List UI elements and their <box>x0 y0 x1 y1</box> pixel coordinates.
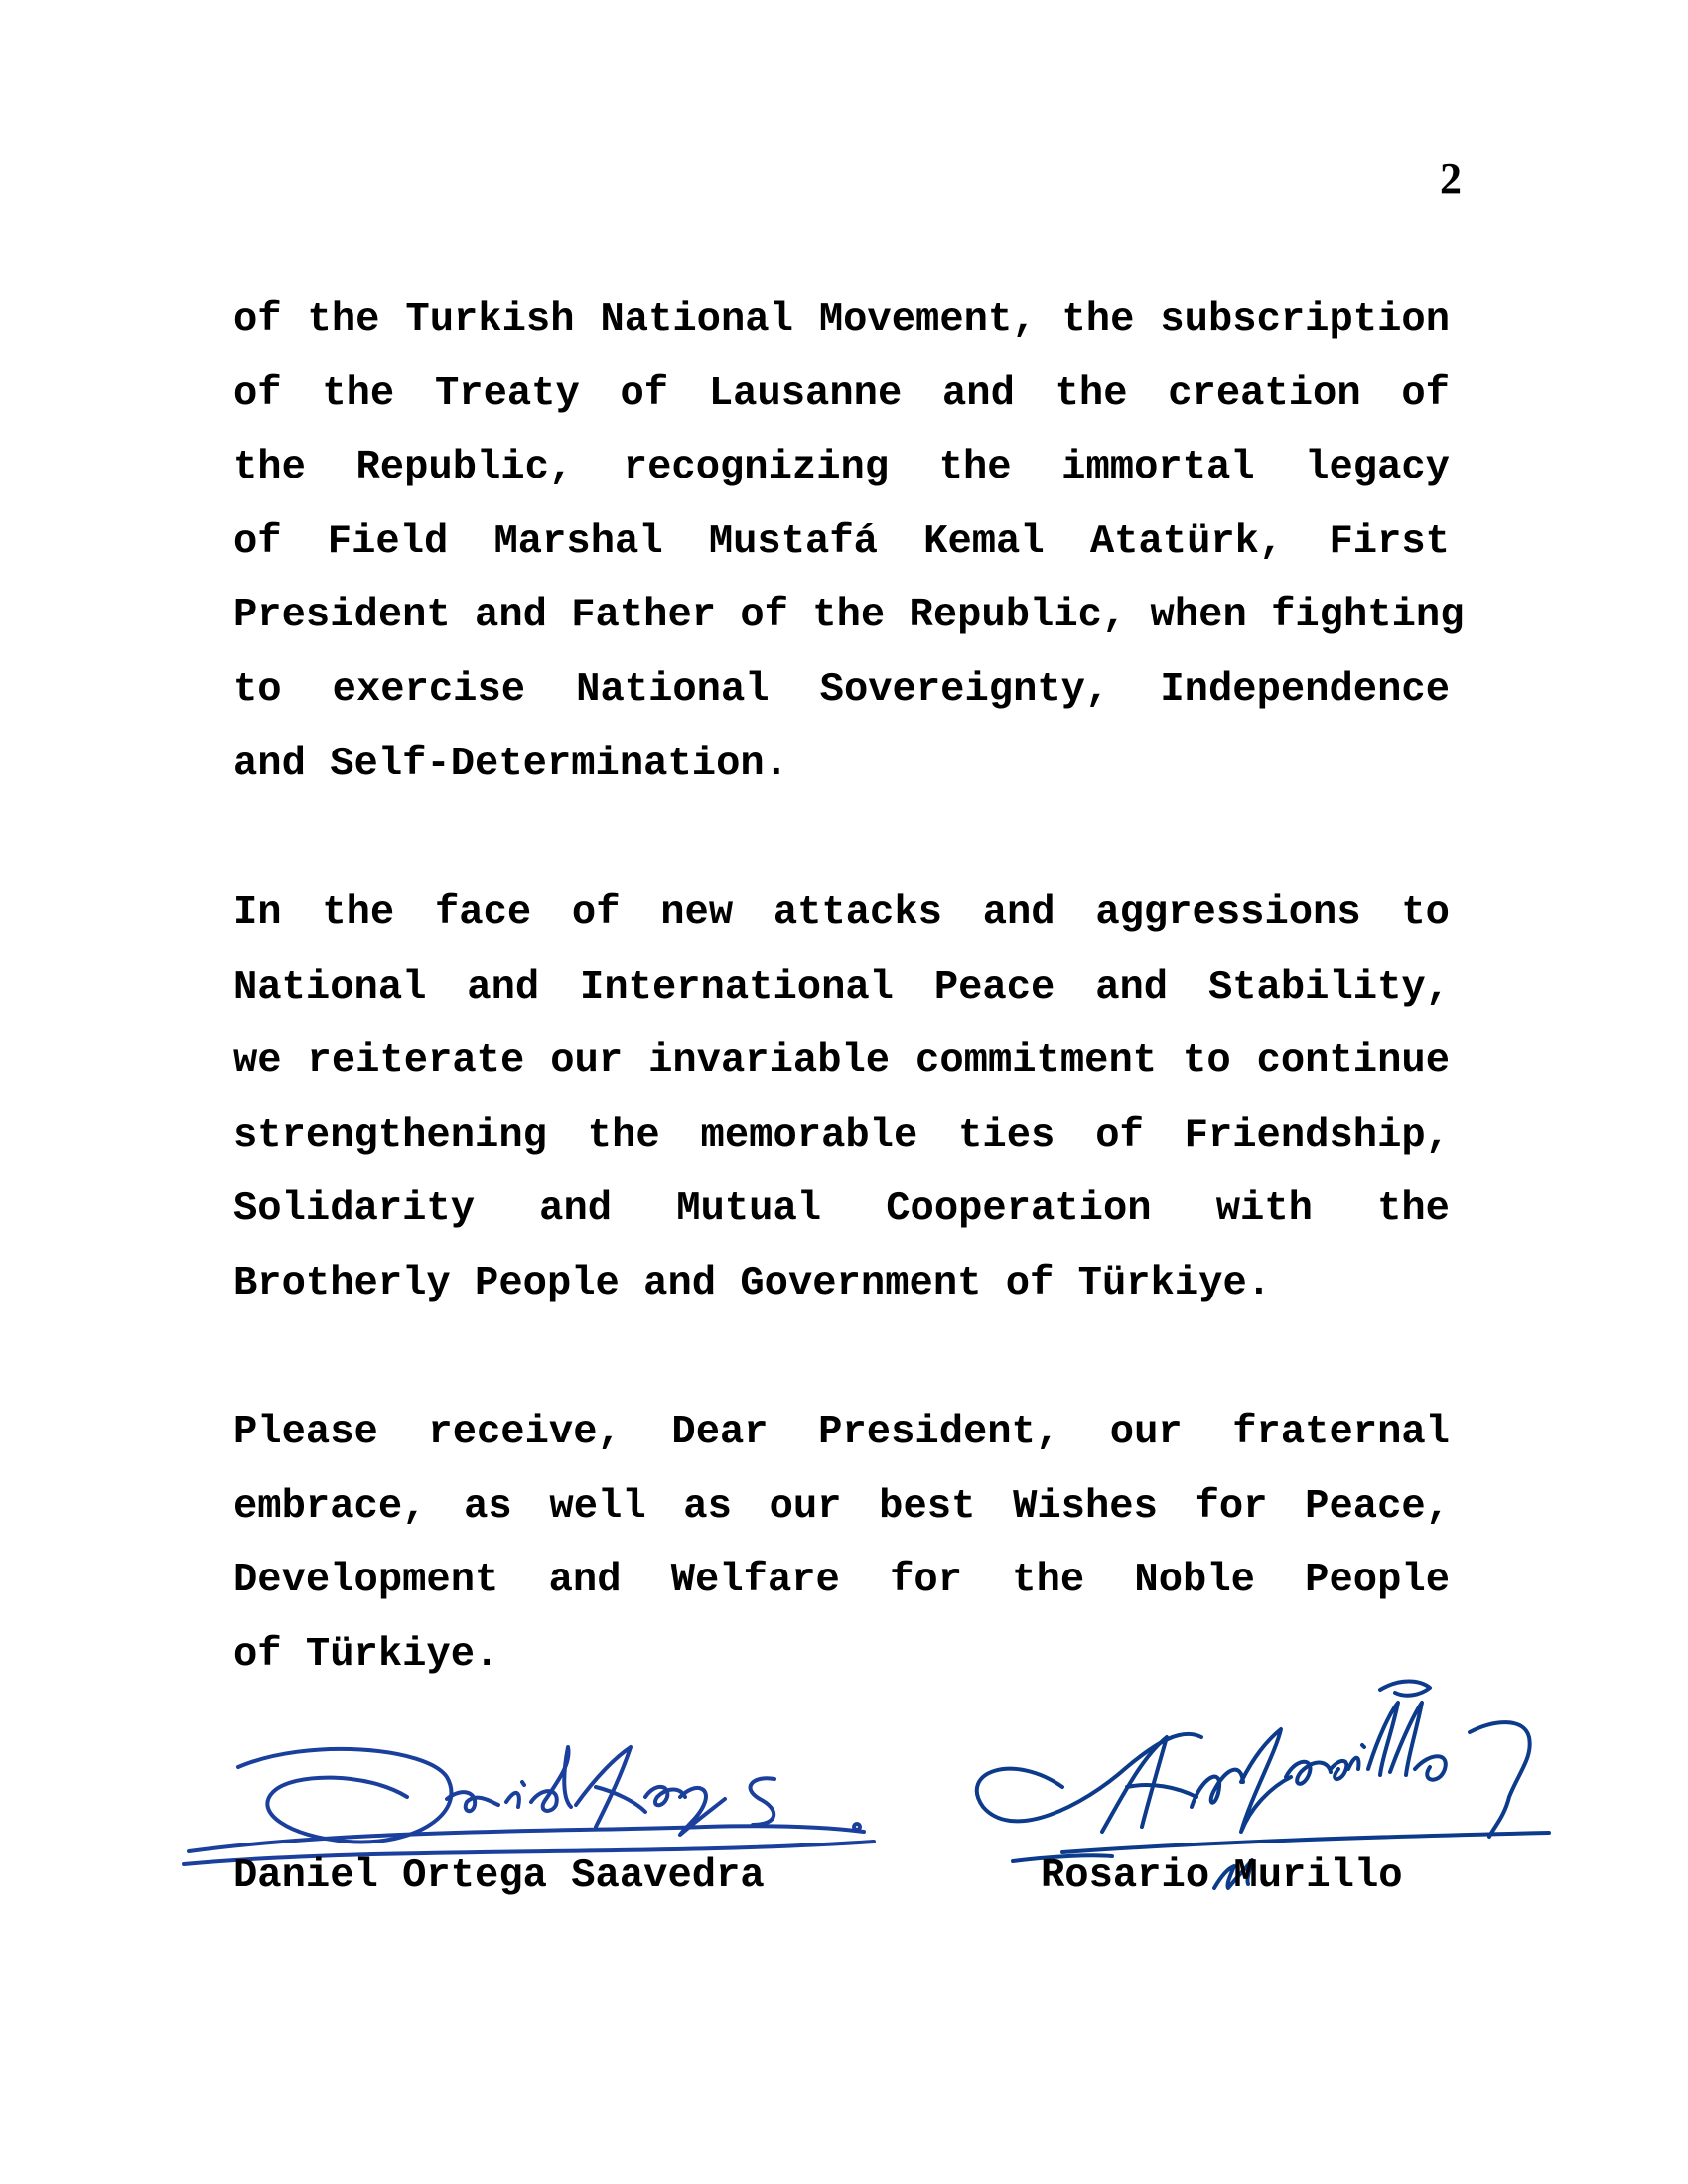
page-number: 2 <box>1440 154 1462 203</box>
paragraph-line: of the Treaty of Lausanne and the creation of <box>233 370 1450 417</box>
signatory-name-left: Daniel Ortega Saavedra <box>233 1853 765 1899</box>
paragraph-line: we reiterate our invariable commitment to continue <box>233 1038 1450 1085</box>
paragraph-line: Please receive, Dear President, our fraternal <box>233 1410 1450 1455</box>
paragraph-line: Development and Welfare for the Noble People <box>233 1558 1450 1604</box>
paragraph-line: Solidarity and Mutual Cooperation with the <box>233 1186 1450 1233</box>
paragraph-line: strengthening the memorable ties of Friendship, <box>233 1112 1450 1159</box>
paragraph-line: and Self-Determination. <box>233 741 788 787</box>
signatory-name-right: Rosario Murillo <box>1041 1853 1403 1899</box>
paragraph-line: embrace, as well as our best Wishes for Peace, <box>233 1483 1450 1530</box>
paragraph-line: the Republic, recognizing the immortal legacy <box>233 445 1450 491</box>
paragraph-line: President and Father of the Republic, when fighting <box>233 593 1465 639</box>
paragraph-line: of Türkiye. <box>233 1631 499 1678</box>
paragraph-3 <box>233 1396 1450 1692</box>
paragraph-line: National and International Peace and Stability, <box>233 964 1450 1011</box>
signature-ink <box>977 1682 1549 1862</box>
paragraph-line: of Field Marshal Mustafá Kemal Atatürk, First <box>233 518 1450 565</box>
paragraph-1 <box>233 283 1465 801</box>
paragraph-line: to exercise National Sovereignty, Independence <box>233 666 1450 713</box>
paragraph-line: Brotherly People and Government of Türkiye. <box>233 1260 1272 1306</box>
paragraph-line: of the Turkish National Movement, the subscription <box>233 297 1450 342</box>
paragraph-2 <box>233 877 1450 1321</box>
paragraph-line: In the face of new attacks and aggressions to <box>233 890 1450 936</box>
